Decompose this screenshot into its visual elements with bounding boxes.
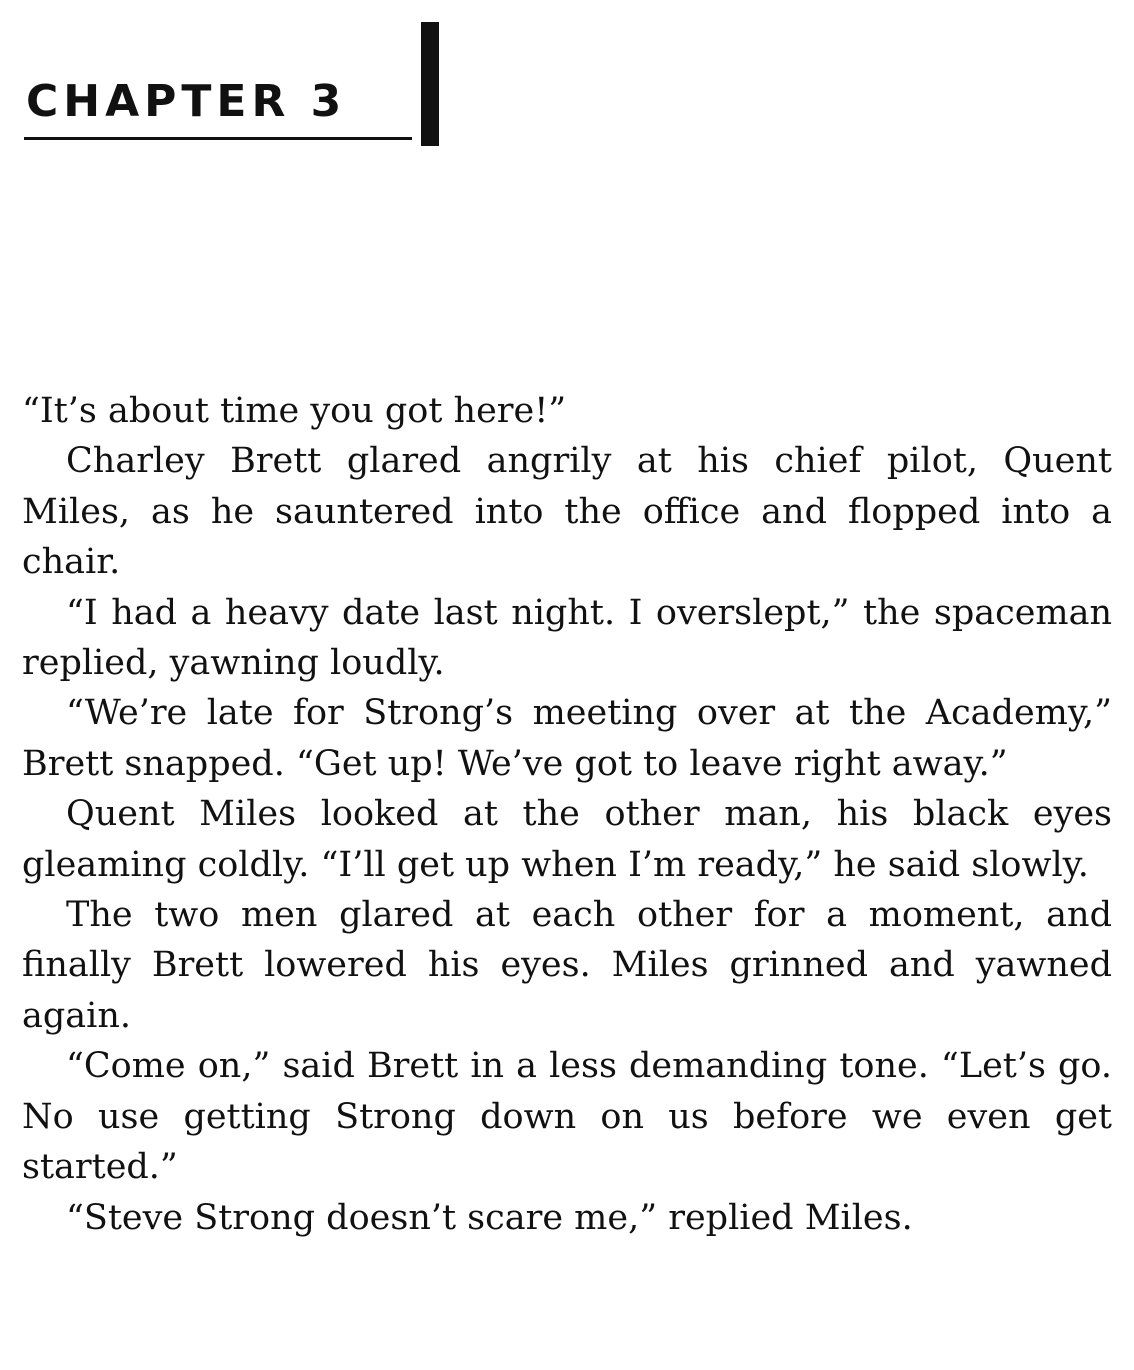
chapter-heading-box [24,22,416,146]
paragraph-8: “Steve Strong doesn’t scare me,” replied Miles. [66,1197,913,1238]
paragraph-2: Charley Brett glared angrily at his chief pilot, Quent Miles, as he sauntered into the office and flopped into a chair. [22,441,1112,583]
chapter-underline-rule [24,137,412,140]
chapter-side-bar [421,22,439,146]
paragraph-7: “Come on,” said Brett in a less demanding tone. “Let’s go. No use getting Strong down on us before we even get started.” [22,1046,1112,1188]
paragraph-5: Quent Miles looked at the other man, his black eyes gleaming coldly. “I’ll get up when I’m ready,” he said slowly. [22,794,1112,885]
paragraph-3: “I had a heavy date last night. I overslept,” the spaceman replied, yawning loudly. [22,592,1112,684]
paragraph-4: “We’re late for Strong’s meeting over at the Academy,” Brett snapped. “Get up! We’ve got to leave right away.” [22,693,1112,784]
chapter-title: CHAPTER 3 [26,76,347,127]
paragraph-6: The two men glared at each other for a moment, and finally Brett lowered his eyes. Miles grinned and yawned again. [22,895,1112,1036]
body-text [22,386,1112,1243]
paragraph-1: “It’s about time you got here!” [22,391,567,431]
